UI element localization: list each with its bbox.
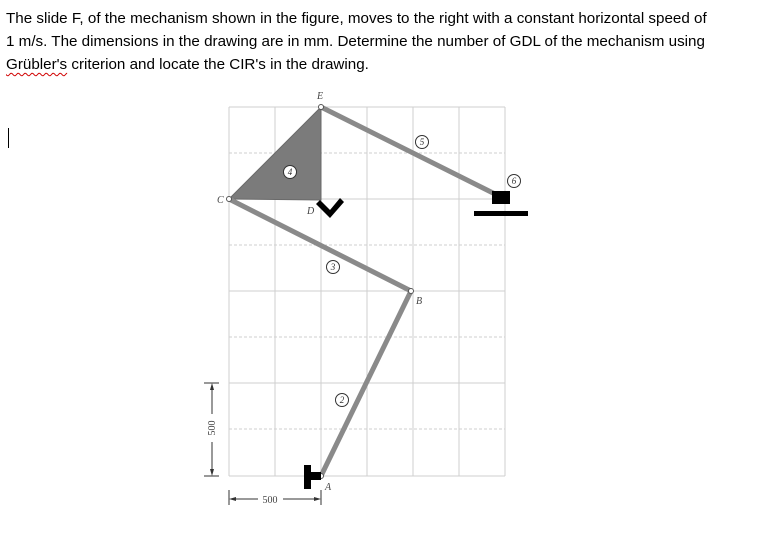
- joint-b: [409, 289, 414, 294]
- svg-text:3: 3: [330, 262, 336, 272]
- svg-text:6: 6: [511, 176, 517, 186]
- dimension-horizontal-label: 500: [262, 495, 278, 506]
- svg-text:4: 4: [287, 167, 293, 177]
- slider-guide: [474, 211, 528, 216]
- ground-support-a: [304, 465, 321, 489]
- label-c: C: [217, 195, 224, 206]
- joint-e: [319, 105, 324, 110]
- link-number-5: [416, 136, 429, 149]
- joint-c: [227, 197, 232, 202]
- label-f: F: [511, 195, 516, 204]
- label-b: B: [416, 296, 423, 307]
- svg-text:2: 2: [339, 395, 345, 405]
- slider-f: [474, 191, 528, 216]
- misspelled-word: Grübler's: [6, 56, 68, 73]
- link-number-2: [336, 394, 349, 407]
- link-number-4: [284, 166, 297, 179]
- link-number-3: [327, 261, 340, 274]
- svg-text:5: 5: [419, 137, 425, 147]
- ground-support-d: [316, 198, 344, 218]
- question-line-1: The slide F, of the mechanism shown in the figure, moves to the right with a constant horizontal speed of: [6, 10, 707, 27]
- dimension-vertical-label: 500: [207, 420, 218, 436]
- question-line-2: 1 m/s. The dimensions in the drawing are in mm. Determine the number of GDL of the mechanism using: [6, 33, 705, 50]
- label-e: E: [317, 91, 324, 102]
- question-line-3: criterion and locate the CIR's in the drawing.: [67, 56, 369, 73]
- label-d: D: [307, 206, 315, 217]
- slider-block: [492, 191, 510, 204]
- link-number-6: [508, 175, 521, 188]
- label-a: A: [325, 482, 332, 493]
